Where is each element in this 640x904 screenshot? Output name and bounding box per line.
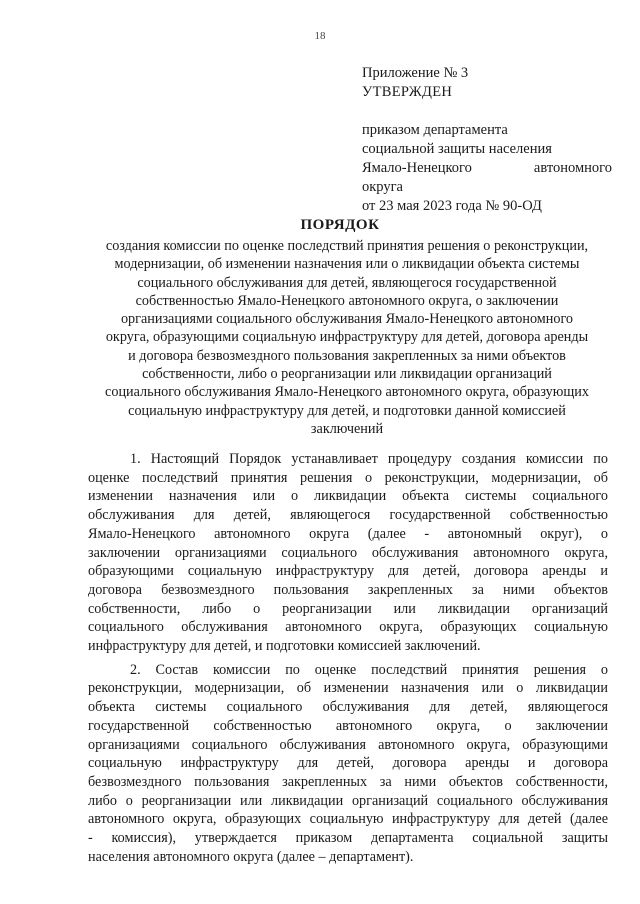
paragraph-line: договора безвозмездного пользования закрепленных за ними объектов bbox=[88, 581, 608, 598]
paragraph-line: объекта системы социального обслуживания для детей, являющегося bbox=[88, 699, 608, 716]
paragraph-line: заключении организациями социального обслуживания автономного округа, bbox=[88, 544, 608, 561]
subtitle-line: заключений bbox=[310, 420, 384, 437]
paragraph-line: Ямало-Ненецкого автономного округа (далее - автономный округ), о bbox=[88, 525, 608, 542]
order-date: от 23 мая 2023 года № 90-ОД bbox=[362, 198, 542, 214]
paragraph-line: реконструкции, модернизации, об изменении назначения или о ликвидации bbox=[88, 680, 608, 697]
paragraph-line: образующими социальную инфраструктуру для детей, договора аренды и bbox=[88, 563, 608, 580]
subtitle-line: создания комиссии по оценке последствий принятия решения о реконструкции, bbox=[105, 238, 589, 254]
paragraph-line: государственной собственностью автономного округа, о заключении bbox=[88, 717, 608, 734]
document-body bbox=[88, 450, 608, 871]
paragraph-line: изменении назначения или о ликвидации объекта системы социального bbox=[88, 488, 608, 505]
paragraph-line: автономного округа, образующих социальную инфраструктуру для детей (далее bbox=[88, 811, 608, 828]
paragraph-1 bbox=[88, 450, 608, 656]
region-part-2: автономного bbox=[533, 160, 612, 176]
subtitle-line: и договора безвозмездного пользования закрепленных за ними объектов bbox=[128, 347, 566, 364]
paragraph-line: безвозмездного пользования закрепленных за ними объектов собственности, bbox=[88, 773, 608, 790]
department-name: социальной защиты населения bbox=[362, 141, 552, 157]
region-part-3: округа bbox=[362, 179, 403, 195]
paragraph-line: либо о реорганизации или ликвидации организаций социального обслуживания bbox=[88, 792, 608, 809]
appendix-number: Приложение № 3 bbox=[362, 65, 469, 81]
paragraph-line: обслуживания для детей, являющегося государственной собственностью bbox=[88, 507, 608, 524]
paragraph-line: оценке последствий принятия решения о реконструкции, модернизации, об bbox=[88, 469, 608, 486]
paragraph-line: социального обслуживания автономного округа, образующих социальную bbox=[88, 619, 608, 636]
paragraph-line: социальную инфраструктуру для детей, договора аренды и договора bbox=[88, 755, 608, 772]
document-title: ПОРЯДОК bbox=[300, 217, 380, 233]
paragraph-line: инфраструктуру для детей, и подготовки комиссией заключений. bbox=[88, 638, 481, 655]
subtitle-line: модернизации, об изменении назначения или о ликвидации объекта системы bbox=[114, 256, 580, 273]
spacer bbox=[362, 102, 612, 121]
paragraph-line: - комиссия), утверждается приказом департамента социальной защиты bbox=[88, 830, 608, 847]
order-by: приказом департамента bbox=[362, 122, 508, 138]
subtitle-line: округа, образующими социальную инфраструктуру для детей, договора аренды bbox=[105, 329, 589, 346]
paragraph-line: 2. Состав комиссии по оценке последствий принятия решения о bbox=[130, 661, 608, 678]
subtitle-line: социального обслуживания Ямало-Ненецкого автономного округа, образующих bbox=[105, 384, 589, 401]
paragraph-line: 1. Настоящий Порядок устанавливает процедуру создания комиссии по bbox=[130, 451, 608, 467]
approved-label: УТВЕРЖДЕН bbox=[362, 84, 453, 100]
subtitle-line: социального обслуживания для детей, являющегося государственной bbox=[137, 274, 557, 291]
paragraph-line: организациями социального обслуживания автономного округа, образующими bbox=[88, 736, 608, 753]
subtitle-line: организациями социального обслуживания Ямало-Ненецкого автономного bbox=[120, 311, 574, 328]
subtitle-line: собственностью Ямало-Ненецкого автономного округа, о заключении bbox=[135, 292, 559, 309]
document-subtitle bbox=[82, 237, 612, 438]
subtitle-line: социальную инфраструктуру для детей, и подготовки данной комиссией bbox=[128, 402, 566, 419]
approval-block bbox=[362, 64, 612, 216]
paragraph-line: собственности, либо о реорганизации или ликвидации организаций bbox=[88, 600, 608, 617]
paragraph-line: населения автономного округа (далее – департамент). bbox=[88, 848, 414, 865]
region-part-1: Ямало-Ненецкого bbox=[362, 160, 472, 176]
page-number: 18 bbox=[314, 30, 326, 42]
region-line bbox=[362, 159, 612, 178]
subtitle-line: собственности, либо о реорганизации или ликвидации организаций bbox=[142, 366, 552, 383]
paragraph-2 bbox=[88, 661, 608, 867]
